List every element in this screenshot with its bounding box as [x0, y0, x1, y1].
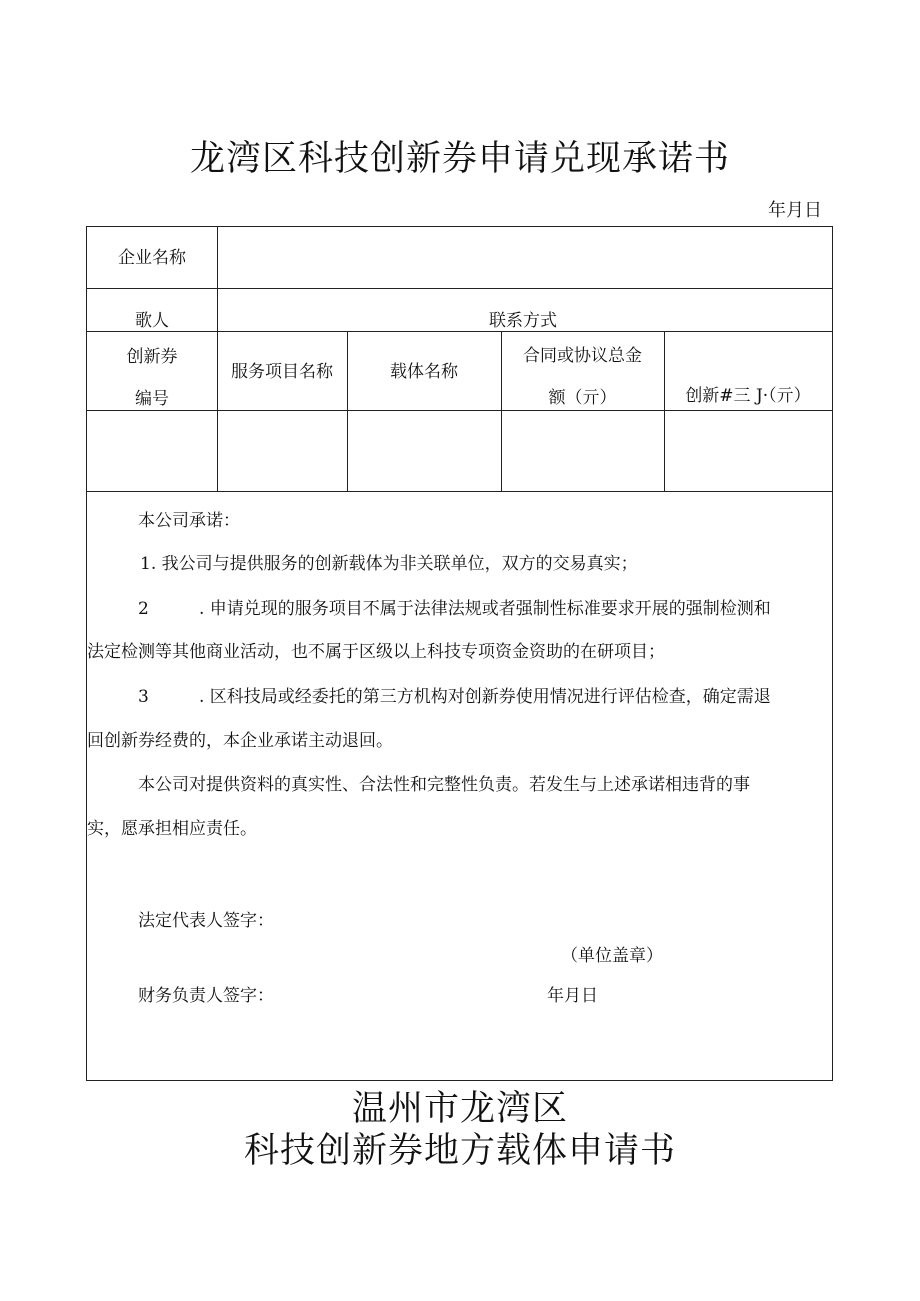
contract-total-label-line1: 合同或协议总金	[523, 346, 642, 366]
service-item-field[interactable]	[218, 411, 347, 491]
contract-total-label-line2: 额（亓）	[548, 388, 617, 408]
commitment-intro: 本公司承诺：	[138, 511, 240, 531]
contract-total-field[interactable]	[502, 411, 664, 491]
signature-date: 年月日	[547, 986, 598, 1006]
footer-title-line2: 科技创新券地方载体申请书	[243, 1131, 676, 1171]
carrier-name-label: 载体名称	[390, 362, 458, 382]
page-title: 龙湾区科技创新券申请兑现承诺书	[189, 139, 730, 179]
commitment-item-2-number: 2	[138, 599, 149, 619]
voucher-number-label-line2: 编号	[135, 389, 169, 409]
commitment-item-1: 1. 我公司与提供服务的创新载体为非关联单位，双方的交易真实；	[140, 554, 638, 574]
finance-manager-signature-label: 财务负责人签字：	[138, 986, 274, 1006]
legal-representative-signature-label: 法定代表人签字：	[138, 911, 274, 931]
company-name-field[interactable]	[218, 227, 832, 288]
commitment-item-3-line2: 回创新券经费的，本企业承诺主动退回。	[87, 731, 393, 751]
responsibility-statement-line2: 实，愿承担相应责任。	[87, 819, 257, 839]
row-divider	[87, 288, 832, 289]
company-name-label: 企业名称	[118, 248, 186, 268]
contact-method-label: 联系方式	[489, 311, 557, 331]
row-divider	[87, 491, 832, 492]
commitment-item-2-line2: 法定检测等其他商业活动，也不属于区级以上科技专项资金资助的在研项目；	[87, 642, 665, 662]
unit-seal-label: （单位盖章）	[561, 946, 663, 966]
responsibility-statement-line1: 本公司对提供资料的真实性、合法性和完整性负责。若发生与上述承诺相违背的事	[138, 775, 750, 795]
voucher-amount-field[interactable]	[665, 411, 832, 491]
voucher-number-field[interactable]	[87, 411, 217, 491]
carrier-name-field[interactable]	[348, 411, 501, 491]
date-top: 年月日	[768, 200, 822, 221]
commitment-item-2-line1: . 申请兑现的服务项目不属于法律法规或者强制性标准要求开展的强制检测和	[199, 599, 771, 619]
commitment-form-table	[86, 226, 833, 1081]
contact-person-label: 歌人	[135, 311, 169, 331]
service-item-name-label: 服务项目名称	[231, 362, 333, 382]
commitment-item-3-number: 3	[138, 687, 149, 707]
voucher-number-label-line1: 创新券	[126, 347, 178, 367]
voucher-amount-label: 创新#三 J·（亓）	[685, 386, 811, 406]
footer-title-line1: 温州市龙湾区	[351, 1089, 568, 1129]
commitment-item-3-line1: . 区科技局或经委托的第三方机构对创新券使用情况进行评估检查，确定需退	[199, 687, 771, 707]
